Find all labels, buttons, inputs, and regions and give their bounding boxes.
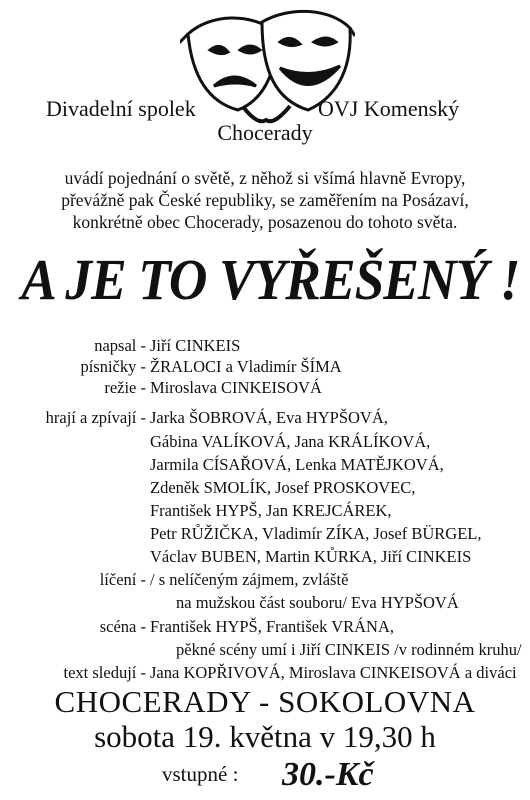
admission-label: vstupné : xyxy=(162,762,239,786)
credit-role: režie - xyxy=(104,378,146,397)
credit-value: ŽRALOCI a Vladimír ŠÍMA xyxy=(150,357,342,376)
ribbon-decoration xyxy=(244,106,290,121)
prompter-role: text sledují - xyxy=(63,663,146,682)
organizer-town: Chocerady xyxy=(217,120,313,145)
organizer-right: OVJ Komenský xyxy=(318,96,460,121)
credit-value: Jiří CINKEIS xyxy=(150,336,241,355)
credit-value: Miroslava CINKEISOVÁ xyxy=(150,378,322,397)
cast-line: Václav BUBEN, Martin KŮRKA, Jiří CINKEIS xyxy=(150,547,472,566)
prompter-value: Jana KOPŘIVOVÁ, Miroslava CINKEISOVÁ a diváci xyxy=(150,663,517,682)
makeup-line: na mužskou část souboru/ Eva HYPŠOVÁ xyxy=(176,593,459,612)
organizer-left: Divadelní spolek xyxy=(46,96,196,121)
cast-line: Jarka ŠOBROVÁ, Eva HYPŠOVÁ, xyxy=(150,408,388,427)
cast-role: hrají a zpívají - xyxy=(45,408,146,427)
makeup-role: líčení - xyxy=(99,570,146,589)
intro-line: uvádí pojednání o světě, z něhož si všímá hlavně Evropy, xyxy=(64,168,466,188)
scene-line: František HYPŠ, František VRÁNA, xyxy=(150,617,394,636)
play-title: A JE TO VYŘEŠENÝ ! xyxy=(21,247,520,312)
cast-line: Gábina VALÍKOVÁ, Jana KRÁLÍKOVÁ, xyxy=(150,432,431,451)
admission-price: 30.-Kč xyxy=(282,756,374,793)
credit-role: písničky - xyxy=(80,357,146,376)
cast-line: Zdeněk SMOLÍK, Josef PROSKOVEC, xyxy=(150,478,416,497)
intro-line: převážně pak České republiky, se zaměřením na Posázaví, xyxy=(61,190,469,210)
cast-line: Petr RŮŽIČKA, Vladimír ZÍKA, Josef BÜRGEL, xyxy=(150,524,482,543)
credit-role: napsal - xyxy=(94,336,146,355)
makeup-line: / s nelíčeným zájmem, zvláště xyxy=(150,570,349,589)
venue: CHOCERADY - SOKOLOVNA xyxy=(54,684,476,719)
cast-line: Jarmila CÍSAŘOVÁ, Lenka MATĚJKOVÁ, xyxy=(150,455,444,474)
cast-line: František HYPŠ, Jan KREJCÁREK, xyxy=(150,501,392,520)
performance-date: sobota 19. května v 19,30 h xyxy=(94,719,436,754)
scene-line: pěkné scény umí i Jiří CINKEIS /v rodinném kruhu/ xyxy=(176,640,522,659)
scene-role: scéna - xyxy=(99,617,146,636)
intro-line: konkrétně obec Chocerady, posazenou do tohoto světa. xyxy=(72,212,458,232)
